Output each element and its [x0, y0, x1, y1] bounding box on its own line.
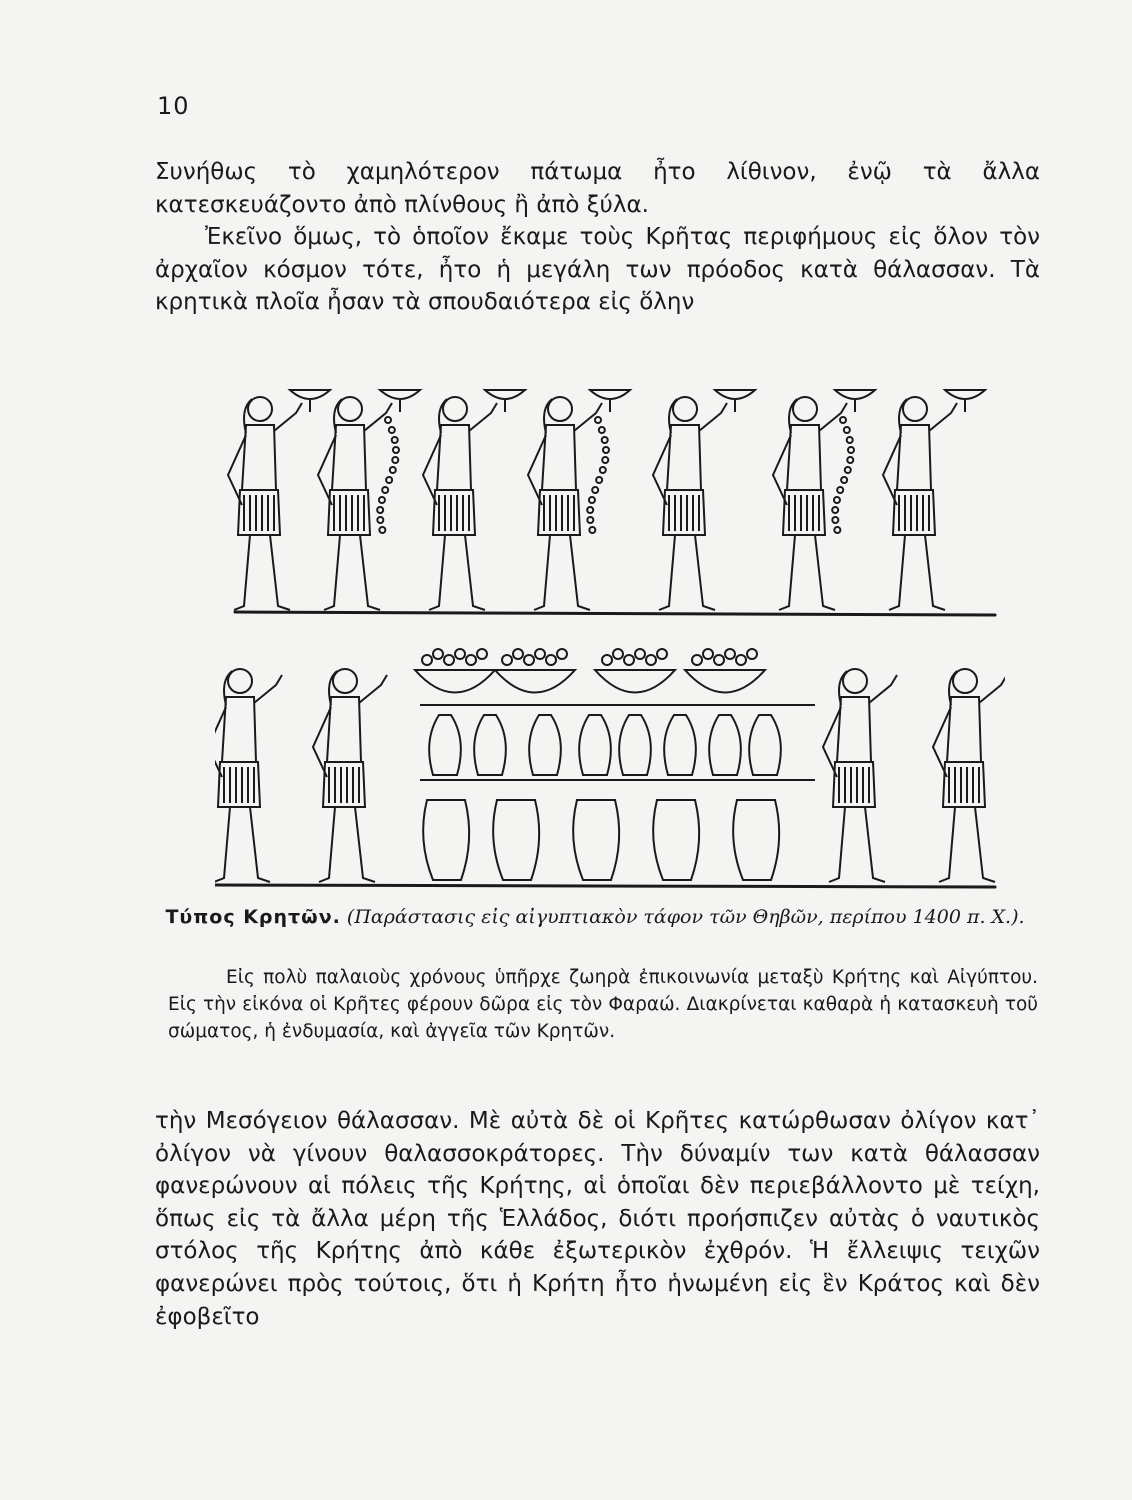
page-number: 10 [157, 92, 190, 120]
paragraph [155, 156, 1040, 319]
vase [664, 715, 696, 775]
bead-necklace [587, 417, 609, 533]
offering-vessel [485, 390, 525, 412]
lower-vessel [423, 800, 469, 880]
top-figure [883, 397, 957, 610]
lower-vessel [493, 800, 539, 880]
top-figure [423, 397, 497, 610]
lower-vessel [653, 800, 699, 880]
bottom-figure [313, 669, 387, 882]
figure-caption [155, 900, 1035, 934]
paragraph-1: Συνήθως τὸ χαμηλότερον πάτωμα ἦτο λίθινον, ἐνῷ τὰ ἄλλα κατεσκευάζοντο ἀπὸ πλίνθους ἢ ἀπὸ ξύλα. [155, 159, 1040, 218]
vase [474, 715, 506, 775]
offering-vessel [380, 390, 420, 412]
top-figure [653, 397, 727, 610]
offering-basket [685, 649, 765, 693]
lower-vessel [573, 800, 619, 880]
offering-basket [415, 649, 495, 693]
caption-source: (Παράστασις εἰς αἰγυπτιακὸν τάφον τῶν Θηβῶν, περίπου 1400 π. Χ.). [346, 906, 1025, 928]
lower-vessel [733, 800, 779, 880]
vase [579, 715, 611, 775]
vase [619, 715, 651, 775]
vase [709, 715, 741, 775]
vase [749, 715, 781, 775]
offering-vessel [715, 390, 755, 412]
bottom-figure [215, 669, 282, 882]
bottom-figure [823, 669, 897, 882]
vase [429, 715, 461, 775]
figure-note: Εἰς πολὺ παλαιοὺς χρόνους ὑπῆρχε ζωηρὰ ἐπικοινωνία μεταξὺ Κρήτης καὶ Αἰγύπτου. Εἰς τὴν εἰκόνα οἱ Κρῆτες φέρουν δῶρα εἰς τὸν Φαραώ. Διακρίνεται καθαρὰ ἡ κατασκευὴ τοῦ σώματος, ἡ ἐνδυμασία, καὶ ἀγγεῖα τῶν Κρητῶν. [168, 967, 1038, 1042]
bead-necklace [377, 417, 399, 533]
offering-vessel [590, 390, 630, 412]
paragraph-2: Ἐκεῖνο ὅμως, τὸ ὁποῖον ἔκαμε τοὺς Κρῆτας περιφήμους εἰς ὅλον τὸν ἀρχαῖον κόσμον τότε, ἦτο ἡ μεγάλη των πρόοδος κατὰ θάλασσαν. Τὰ κρητικὰ πλοῖα ἦσαν τὰ σπουδαιότερα εἰς ὅλην [155, 224, 1040, 315]
paragraph-3: τὴν Μεσόγειον θάλασσαν. Μὲ αὐτὰ δὲ οἱ Κρῆτες κατώρθωσαν ὀλίγον κατ᾽ ὀλίγον νὰ γίνουν θαλασσοκράτορες. Τὴν δύναμίν των κατὰ θάλασσαν φανερώνουν αἱ πόλεις τῆς Κρήτης, αἱ ὁποῖαι δὲν περιεβάλλοντο μὲ τείχη, ὅπως εἰς τὰ ἄλλα μέρη τῆς Ἑλλάδος, διότι προήσπιζεν αὐτὰς ὁ ναυτικὸς στόλος τῆς Κρήτης ἀπὸ κάθε ἐξωτερικὸν ἐχθρόν. Ἡ ἔλλειψις τειχῶν φανερώνει πρὸς τούτοις, ὅτι ἡ Κρήτη ἦτο ἡνωμένη εἰς ἓν Κράτος καὶ δὲν ἐφοβεῖτο [155, 1108, 1040, 1330]
egyptian-tomb-illustration [215, 360, 1005, 895]
top-figure [228, 397, 302, 610]
offering-basket [495, 649, 575, 693]
offering-vessel [835, 390, 875, 412]
offering-vessel [945, 390, 985, 412]
bottom-figure [933, 669, 1005, 882]
caption-title: Τύπος Κρητῶν. [165, 906, 341, 928]
vase [529, 715, 561, 775]
bead-necklace [832, 417, 854, 533]
offering-basket [595, 649, 675, 693]
offering-vessel [290, 390, 330, 412]
